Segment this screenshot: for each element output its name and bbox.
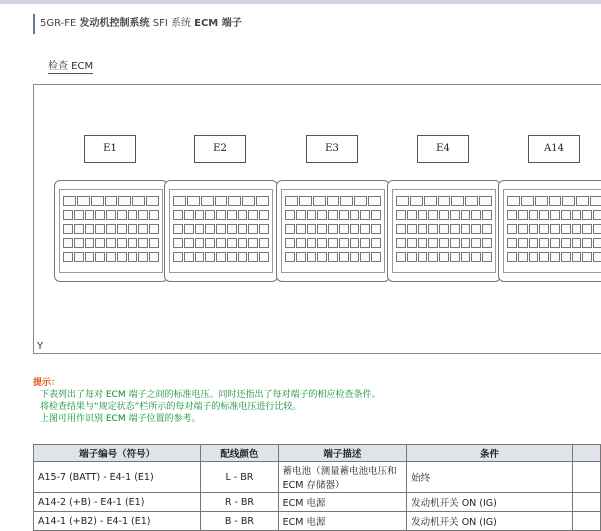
connector-pin <box>63 252 73 262</box>
connector-pin <box>95 210 105 220</box>
connector-pin <box>410 196 423 206</box>
connector-pin <box>418 252 428 262</box>
connector-pin <box>132 196 145 206</box>
connector-pin <box>360 224 370 234</box>
connector-pin <box>507 238 517 248</box>
connector-pin <box>339 224 349 234</box>
connector-pin <box>572 238 582 248</box>
connector-a14 <box>498 180 601 282</box>
column-header-spec <box>572 445 600 462</box>
connector-pin <box>396 224 406 234</box>
connector-pin <box>106 252 116 262</box>
pin-row <box>63 196 159 206</box>
cell-terminal: A14-1 (+B2) - E4-1 (E1) <box>34 512 201 531</box>
connector-pin <box>328 224 338 234</box>
cell-terminal: A14-2 (+B) - E4-1 (E1) <box>34 493 201 512</box>
hint-line: 将检查结果与“规定状态”栏所示的每对端子的标准电压进行比较。 <box>40 402 302 412</box>
connector-pin <box>396 238 406 248</box>
connector-pin <box>138 252 148 262</box>
connector-pin <box>195 210 205 220</box>
connector-pin <box>371 210 381 220</box>
connector-pin <box>77 196 90 206</box>
table-row <box>34 512 601 531</box>
connector-pin <box>529 238 539 248</box>
connector-pin <box>74 252 84 262</box>
connector-pin <box>128 224 138 234</box>
connector-pin <box>228 196 241 206</box>
connector-pin <box>539 224 549 234</box>
connector-pin <box>518 224 528 234</box>
pin-row <box>173 238 269 248</box>
table-row <box>34 493 601 512</box>
connector-pin <box>296 252 306 262</box>
connector-pin <box>354 196 367 206</box>
connector-pin <box>205 252 215 262</box>
connector-label-a14: A14 <box>528 135 580 163</box>
connector-pin <box>572 210 582 220</box>
connector-pin <box>550 238 560 248</box>
connector-pin <box>317 238 327 248</box>
pin-row <box>396 252 492 262</box>
connector-pin <box>149 238 159 248</box>
connector-pin <box>317 210 327 220</box>
connector-label-e3: E3 <box>306 135 358 163</box>
section-title: 检查 ECM <box>48 57 93 74</box>
connector-pin <box>576 196 589 206</box>
connector-pin <box>138 238 148 248</box>
connector-pin <box>248 224 258 234</box>
connector-pin <box>74 224 84 234</box>
connector-pin <box>149 210 159 220</box>
connector-body <box>392 189 496 273</box>
connector-pin <box>106 238 116 248</box>
connector-pin <box>350 252 360 262</box>
cell-spec <box>572 462 600 493</box>
connector-pin <box>582 252 592 262</box>
connector-pin <box>216 252 226 262</box>
connector-pin <box>572 224 582 234</box>
connector-pin <box>424 196 437 206</box>
connector-pin <box>173 224 183 234</box>
connector-pin <box>562 196 575 206</box>
connector-pin <box>590 196 601 206</box>
connector-pin <box>593 238 601 248</box>
system-name: 发动机控制系统 <box>79 18 150 29</box>
connector-pin <box>339 238 349 248</box>
connector-pin <box>195 224 205 234</box>
connector-pin <box>173 238 183 248</box>
connector-pin <box>396 196 409 206</box>
pin-row <box>285 238 381 248</box>
cell-description: ECM 电源 <box>278 512 407 531</box>
connector-pin <box>360 252 370 262</box>
connector-pin <box>63 238 73 248</box>
pin-row <box>507 210 601 220</box>
cell-wire-color: B - BR <box>201 512 278 531</box>
pin-row <box>63 238 159 248</box>
top-divider <box>0 0 601 4</box>
connector-pin <box>521 196 534 206</box>
connector-pin <box>450 252 460 262</box>
cell-wire-color: R - BR <box>201 493 278 512</box>
connector-pin <box>371 238 381 248</box>
connector-pin <box>227 210 237 220</box>
pin-row <box>507 252 601 262</box>
table-header-row <box>34 445 601 462</box>
connector-pin <box>95 238 105 248</box>
connector-pin <box>248 210 258 220</box>
connector-pin <box>593 224 601 234</box>
connector-pin <box>259 224 269 234</box>
connector-pin <box>529 252 539 262</box>
connector-pin <box>550 252 560 262</box>
connector-pin <box>248 252 258 262</box>
pin-row <box>396 238 492 248</box>
connector-pin <box>327 196 340 206</box>
connector-pin <box>328 238 338 248</box>
connector-pin <box>138 224 148 234</box>
connector-e1 <box>54 180 168 282</box>
connector-pin <box>535 196 548 206</box>
connector-pin <box>106 224 116 234</box>
connector-pin <box>85 252 95 262</box>
connector-pin <box>550 210 560 220</box>
pin-row <box>285 196 381 206</box>
connector-pin <box>561 238 571 248</box>
connector-pin <box>128 238 138 248</box>
connector-pin <box>450 238 460 248</box>
connector-pin <box>95 224 105 234</box>
connector-pin <box>482 224 492 234</box>
pin-row <box>396 210 492 220</box>
connector-pin <box>95 252 105 262</box>
connector-pin <box>63 196 76 206</box>
connector-pin <box>299 196 312 206</box>
connector-pin <box>428 238 438 248</box>
connector-label-e4: E4 <box>417 135 469 163</box>
connector-e3 <box>276 180 390 282</box>
table-row <box>34 462 601 493</box>
connector-pin <box>539 252 549 262</box>
connector-pin <box>418 224 428 234</box>
connector-pin <box>479 196 492 206</box>
connector-pin <box>550 224 560 234</box>
connector-pin <box>529 224 539 234</box>
connector-pin <box>418 210 428 220</box>
connector-pin <box>518 210 528 220</box>
connector-pin <box>368 196 381 206</box>
connector-pin <box>74 238 84 248</box>
connector-pin <box>529 210 539 220</box>
connector-pin <box>450 224 460 234</box>
cell-condition: 发动机开关 ON (IG) <box>407 512 573 531</box>
connector-pin <box>307 238 317 248</box>
connector-pin <box>259 238 269 248</box>
connector-pin <box>216 224 226 234</box>
connector-pin <box>201 196 214 206</box>
connector-pin <box>285 238 295 248</box>
cell-description: 蓄电池（测量蓄电池电压和 ECM 存储器） <box>278 462 407 493</box>
connector-pin <box>539 210 549 220</box>
connector-pin <box>471 210 481 220</box>
connector-pin <box>428 252 438 262</box>
connector-pin <box>285 196 298 206</box>
connector-pin <box>371 224 381 234</box>
connector-pin <box>507 210 517 220</box>
pin-row <box>396 224 492 234</box>
connector-pin <box>439 224 449 234</box>
component-name: ECM 端子 <box>194 18 242 29</box>
connector-pin <box>285 224 295 234</box>
ecm-connector-diagram <box>33 84 601 354</box>
connector-pin <box>117 252 127 262</box>
connector-pin <box>85 224 95 234</box>
connector-pin <box>205 238 215 248</box>
connector-pin <box>227 252 237 262</box>
connector-pin <box>85 210 95 220</box>
connector-pin <box>471 224 481 234</box>
connector-pin <box>63 224 73 234</box>
connector-pin <box>296 224 306 234</box>
connector-pin <box>307 210 317 220</box>
connector-pin <box>572 252 582 262</box>
connector-pin <box>461 224 471 234</box>
connector-pin <box>285 210 295 220</box>
connector-pin <box>371 252 381 262</box>
pin-row <box>285 210 381 220</box>
connector-pin <box>451 196 464 206</box>
connector-pin <box>482 252 492 262</box>
connector-pin <box>507 224 517 234</box>
connector-pin <box>106 210 116 220</box>
breadcrumb <box>33 14 242 34</box>
connector-pin <box>117 224 127 234</box>
cell-terminal: A15-7 (BATT) - E4-1 (E1) <box>34 462 201 493</box>
hint-line: 上图可用作识别 ECM 端子位置的参考。 <box>40 414 201 424</box>
connector-pin <box>173 210 183 220</box>
pin-row <box>173 252 269 262</box>
connector-pin <box>360 210 370 220</box>
connector-pin <box>407 252 417 262</box>
connector-pin <box>360 238 370 248</box>
connector-pin <box>184 252 194 262</box>
connector-pin <box>173 252 183 262</box>
connector-label-e2: E2 <box>194 135 246 163</box>
hint-line: 下表列出了每对 ECM 端子之间的标准电压。同时还指出了每对端子的相应检查条件。 <box>40 390 381 400</box>
connector-pin <box>582 210 592 220</box>
pin-row <box>285 224 381 234</box>
connector-pin <box>195 252 205 262</box>
connector-pin <box>238 210 248 220</box>
connector-pin <box>307 224 317 234</box>
connector-pin <box>428 210 438 220</box>
connector-pin <box>340 196 353 206</box>
connector-pin <box>227 238 237 248</box>
connector-pin <box>407 238 417 248</box>
connector-pin <box>85 238 95 248</box>
cell-description: ECM 电源 <box>278 493 407 512</box>
pin-row <box>507 224 601 234</box>
engine-code: 5GR-FE <box>40 18 77 29</box>
connector-pin <box>317 252 327 262</box>
connector-pin <box>149 252 159 262</box>
connector-pin <box>471 252 481 262</box>
connector-pin <box>313 196 326 206</box>
pin-row <box>63 224 159 234</box>
column-header-wire-color: 配线颜色 <box>201 445 278 462</box>
pin-row <box>396 196 492 206</box>
connector-pin <box>582 238 592 248</box>
connector-body <box>169 189 273 273</box>
connector-pin <box>507 196 520 206</box>
connector-pin <box>285 252 295 262</box>
connector-pin <box>396 210 406 220</box>
connector-pin <box>482 238 492 248</box>
connector-pin <box>396 252 406 262</box>
connector-pin <box>256 196 269 206</box>
connector-pin <box>549 196 562 206</box>
connector-pin <box>184 224 194 234</box>
connector-pin <box>350 238 360 248</box>
cell-spec <box>572 512 600 531</box>
diagram-corner-label: Y <box>37 341 44 352</box>
connector-pin <box>248 238 258 248</box>
connector-pin <box>465 196 478 206</box>
connector-pin <box>117 210 127 220</box>
connector-pin <box>205 210 215 220</box>
connector-e2 <box>164 180 278 282</box>
connector-pin <box>582 224 592 234</box>
connector-pin <box>439 238 449 248</box>
connector-pin <box>138 210 148 220</box>
connector-pin <box>339 210 349 220</box>
hint-title: 提示： <box>33 378 61 388</box>
connector-pin <box>593 210 601 220</box>
connector-pin <box>328 252 338 262</box>
pin-row <box>63 252 159 262</box>
connector-e4 <box>387 180 501 282</box>
connector-pin <box>439 210 449 220</box>
connector-pin <box>561 224 571 234</box>
connector-pin <box>407 224 417 234</box>
cell-spec <box>572 493 600 512</box>
connector-pin <box>418 238 428 248</box>
connector-pin <box>187 196 200 206</box>
connector-pin <box>63 210 73 220</box>
pin-row <box>173 224 269 234</box>
connector-pin <box>461 252 471 262</box>
connector-pin <box>317 224 327 234</box>
cell-condition: 发动机开关 ON (IG) <box>407 493 573 512</box>
connector-pin <box>238 252 248 262</box>
connector-pin <box>238 238 248 248</box>
connector-pin <box>91 196 104 206</box>
pin-row <box>63 210 159 220</box>
connector-pin <box>227 224 237 234</box>
connector-pin <box>128 210 138 220</box>
connector-pin <box>118 196 131 206</box>
pin-row <box>507 238 601 248</box>
connector-pin <box>149 224 159 234</box>
connector-pin <box>450 210 460 220</box>
cell-wire-color: L - BR <box>201 462 278 493</box>
connector-pin <box>205 224 215 234</box>
pin-row <box>173 210 269 220</box>
connector-pin <box>339 252 349 262</box>
pin-row <box>285 252 381 262</box>
connector-pin <box>296 210 306 220</box>
connector-pin <box>507 252 517 262</box>
connector-pin <box>561 252 571 262</box>
connector-pin <box>518 238 528 248</box>
connector-pin <box>117 238 127 248</box>
pin-row <box>173 196 269 206</box>
connector-pin <box>216 238 226 248</box>
pin-row <box>507 196 601 206</box>
connector-pin <box>471 238 481 248</box>
subsystem-name: SFI 系统 <box>152 18 191 29</box>
column-header-terminal: 端子编号（符号） <box>34 445 201 462</box>
hint-box <box>33 377 380 425</box>
column-header-description: 端子描述 <box>278 445 407 462</box>
connector-pin <box>296 238 306 248</box>
connector-pin <box>461 210 471 220</box>
connector-pin <box>259 210 269 220</box>
column-header-condition: 条件 <box>407 445 573 462</box>
terminal-voltage-table <box>33 444 601 531</box>
connector-pin <box>561 210 571 220</box>
connector-pin <box>184 238 194 248</box>
cell-condition: 始终 <box>407 462 573 493</box>
connector-pin <box>428 224 438 234</box>
connector-pin <box>173 196 186 206</box>
connector-pin <box>74 210 84 220</box>
connector-pin <box>461 238 471 248</box>
connector-pin <box>146 196 159 206</box>
connector-body <box>59 189 163 273</box>
connector-pin <box>438 196 451 206</box>
connector-pin <box>242 196 255 206</box>
connector-pin <box>593 252 601 262</box>
connector-pin <box>184 210 194 220</box>
connector-pin <box>238 224 248 234</box>
connector-pin <box>439 252 449 262</box>
connector-pin <box>350 210 360 220</box>
connector-pin <box>259 252 269 262</box>
connector-pin <box>195 238 205 248</box>
connector-pin <box>105 196 118 206</box>
connector-pin <box>215 196 228 206</box>
connector-body <box>503 189 601 273</box>
connector-pin <box>128 252 138 262</box>
connector-pin <box>482 210 492 220</box>
connector-pin <box>518 252 528 262</box>
connector-pin <box>328 210 338 220</box>
connector-label-e1: E1 <box>84 135 136 163</box>
connector-pin <box>407 210 417 220</box>
connector-body <box>281 189 385 273</box>
connector-pin <box>539 238 549 248</box>
connector-pin <box>307 252 317 262</box>
connector-pin <box>350 224 360 234</box>
connector-pin <box>216 210 226 220</box>
